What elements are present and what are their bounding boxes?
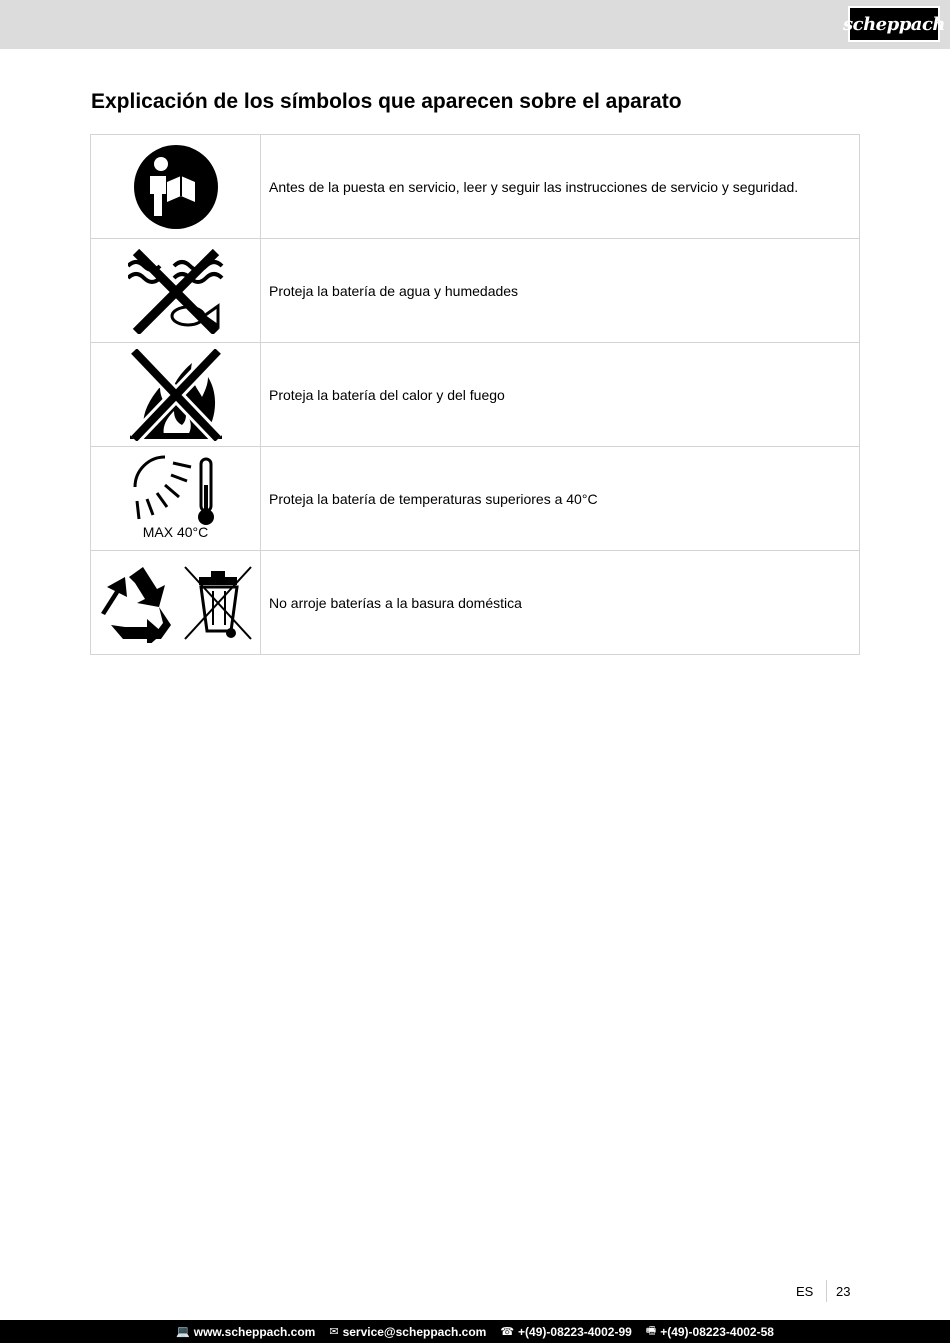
symbol-description: Proteja la batería del calor y del fuego xyxy=(261,343,860,447)
symbol-description: No arroje baterías a la basura doméstica xyxy=(261,551,860,655)
symbol-description: Proteja la batería de temperaturas superiores a 40°C xyxy=(261,447,860,551)
symbol-cell xyxy=(91,135,261,239)
table-row xyxy=(91,343,860,447)
max-temperature-icon xyxy=(131,455,221,527)
footer-email[interactable] xyxy=(329,1325,486,1339)
symbol-cell xyxy=(91,343,261,447)
footer-bar xyxy=(0,1320,950,1343)
table-row xyxy=(91,239,860,343)
fax-icon: 🖷 xyxy=(645,1325,657,1337)
header-band xyxy=(0,0,950,49)
symbol-cell xyxy=(91,239,261,343)
table-row xyxy=(91,551,860,655)
table-row xyxy=(91,447,860,551)
brand-logo: scheppach xyxy=(848,6,940,42)
max-temperature-label: MAX 40°C xyxy=(142,524,209,540)
language-code: ES xyxy=(796,1284,814,1299)
footer-phone[interactable] xyxy=(500,1325,631,1339)
table-row xyxy=(91,135,860,239)
footer-phone-text: +(49)-08223-4002-99 xyxy=(518,1324,632,1339)
no-fire-icon xyxy=(130,349,222,441)
recycle-icon xyxy=(101,567,171,643)
page-title: Explicación de los símbolos que aparecen sobre el aparato xyxy=(91,90,682,113)
symbols-table xyxy=(90,134,860,655)
footer-website-text: www.scheppach.com xyxy=(193,1324,316,1339)
page-number: 23 xyxy=(836,1284,851,1299)
footer-fax xyxy=(646,1322,774,1341)
symbol-cell xyxy=(91,551,261,655)
mail-icon: ✉ xyxy=(329,1326,339,1338)
phone-icon: ☎ xyxy=(500,1326,515,1338)
recycle-and-no-bin-icon xyxy=(99,563,253,643)
symbol-description: Antes de la puesta en servicio, leer y seguir las instrucciones de servicio y seguridad. xyxy=(261,135,860,239)
footer-email-text: service@scheppach.com xyxy=(342,1324,487,1339)
page-footer-divider xyxy=(826,1280,827,1302)
symbol-cell xyxy=(91,447,261,551)
footer-website[interactable] xyxy=(176,1325,315,1339)
read-manual-icon xyxy=(133,144,219,230)
footer-fax-text: +(49)-08223-4002-58 xyxy=(660,1324,774,1339)
no-water-icon xyxy=(128,248,224,334)
crossed-bin-icon xyxy=(185,567,251,639)
computer-icon: 💻 xyxy=(176,1326,190,1338)
symbol-description: Proteja la batería de agua y humedades xyxy=(261,239,860,343)
